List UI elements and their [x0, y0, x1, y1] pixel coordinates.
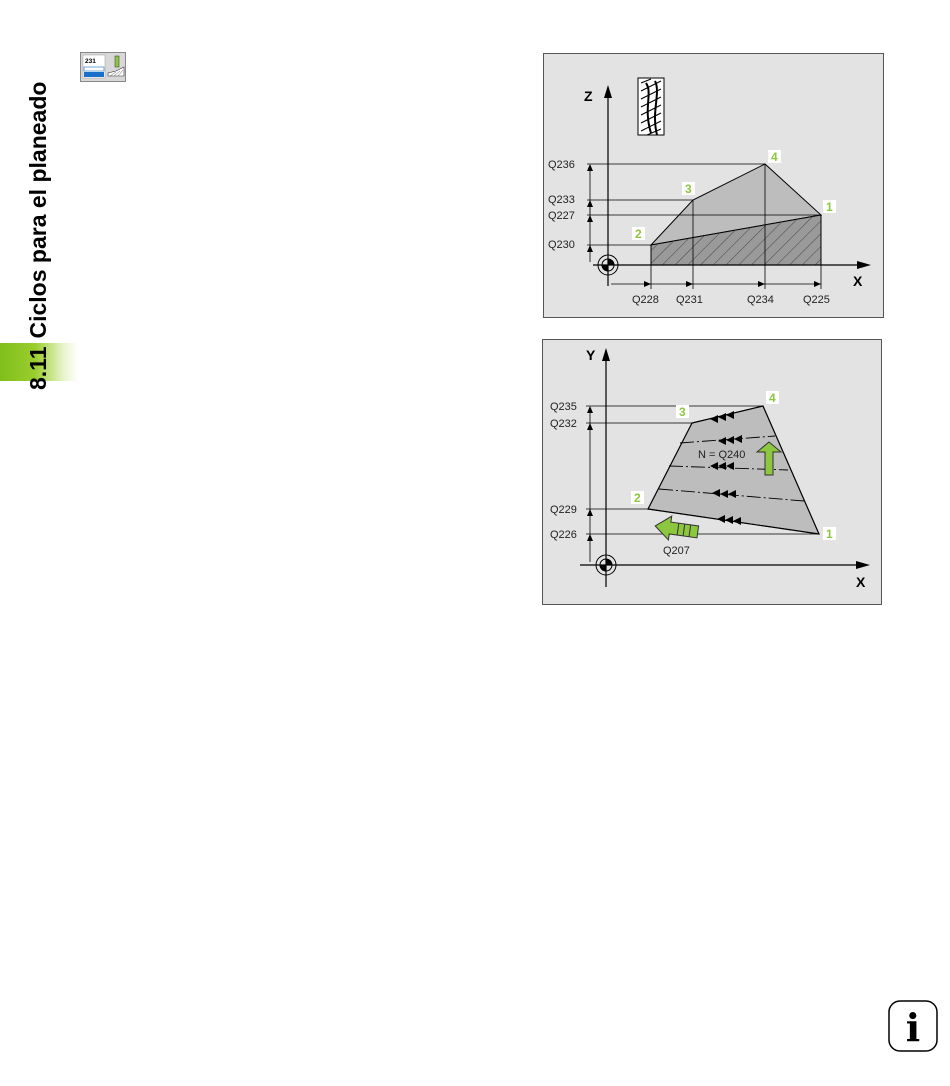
point-3-label: 3 — [679, 405, 686, 419]
z-axis-label: Z — [584, 88, 593, 104]
label-q226: Q226 — [550, 529, 577, 541]
label-q236: Q236 — [548, 159, 575, 171]
cycle-number: 231 — [85, 58, 96, 65]
label-q234: Q234 — [747, 294, 774, 306]
step-over-label: N = Q240 — [698, 449, 746, 461]
x-axis-label: X — [856, 574, 866, 590]
label-q228: Q228 — [632, 294, 659, 306]
label-q231: Q231 — [676, 294, 703, 306]
figure-zx-view — [543, 53, 885, 324]
section-number: 8.11 — [25, 346, 51, 390]
info-glyph: i — [905, 1005, 921, 1050]
label-q230: Q230 — [548, 239, 575, 251]
label-q235: Q235 — [550, 401, 577, 413]
section-heading — [27, 82, 50, 390]
figure-xy-view — [542, 339, 884, 612]
x-axis-label: X — [853, 273, 863, 289]
label-q233: Q233 — [548, 194, 575, 206]
info-icon[interactable] — [888, 1000, 938, 1052]
point-1-label: 1 — [826, 200, 833, 214]
point-2-label: 2 — [634, 491, 641, 505]
label-q232: Q232 — [550, 418, 577, 430]
point-1-label: 1 — [826, 527, 833, 541]
y-axis-label: Y — [586, 347, 596, 363]
feed-rate-label: Q207 — [663, 545, 690, 557]
figure-zx-drawing — [543, 53, 885, 319]
point-2-label: 2 — [635, 227, 642, 241]
label-q225: Q225 — [803, 294, 830, 306]
label-q229: Q229 — [550, 504, 577, 516]
cycle-231-icon — [80, 52, 126, 82]
end-mill-icon — [638, 78, 664, 135]
label-q227: Q227 — [548, 210, 575, 222]
point-4-label: 4 — [769, 391, 776, 405]
point-3-label: 3 — [685, 182, 692, 196]
section-title: Ciclos para el planeado — [25, 81, 51, 339]
figure-xy-drawing — [542, 339, 884, 607]
point-4-label: 4 — [771, 150, 778, 164]
